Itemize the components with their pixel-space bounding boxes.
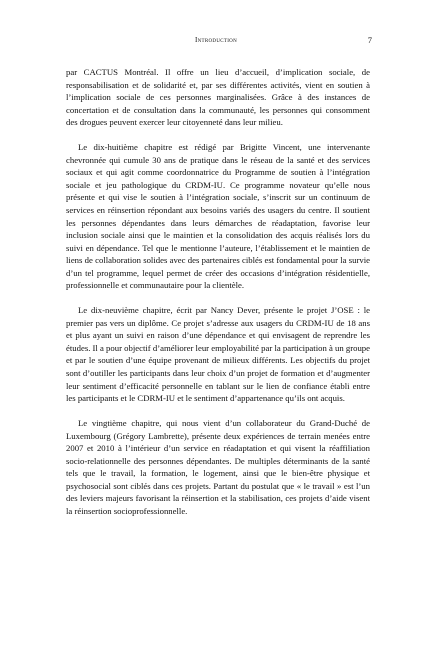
- paragraph-chapter-18: Le dix-huitième chapitre est rédigé par Brigitte Vincent, une intervenante chevronnée qui cumule 30 ans de pratique dans le réseau de la santé et des services sociaux et qui agit comme coordonnatrice du Programme de soutien à l’intégration sociale et jeu pathologique du CRDM-IU. Ce programme novateur qu’elle nous présente et qui vise le soutien à l’intégration sociale, s’inscrit sur un continuum de services en réinsertion répondant aux besoins variés des usagers du centre. Il soutient les personnes dépendantes dans leurs démarches de réadaptation, favorise leur inclusion sociale ainsi que le maintien et la consolidation des acquis réalisés lors du suivi en dépendance. Tel que le mentionne l’auteure, l’établissement et le maintien de liens de collaboration solides avec des partenaires ciblés est fondamental pour la survie d’un tel programme, lequel permet de créer des occasions d’intégration résidentielle, professionnelle et communautaire pour la clientèle.: [66, 142, 370, 291]
- paragraph-cactus-continuation: par CACTUS Montréal. Il offre un lieu d’accueil, d’implication sociale, de responsabilisation et de solidarité et, par ses différentes activités, vient en soutien à l’implication sociale de ces personnes marginalisées. Grâce à des instances de concertation et de consultation dans la communauté, les personnes qui consomment des drogues peuvent exercer leur citoyenneté dans leur milieu.: [66, 67, 370, 128]
- page-number: 7: [367, 35, 372, 45]
- running-header: [0, 34, 432, 46]
- running-title: Introduction: [194, 36, 238, 44]
- paragraph-chapter-19: Le dix-neuvième chapitre, écrit par Nancy Dever, présente le projet J’OSE : le premier pas vers un diplôme. Ce projet s’adresse aux usagers du CRDM-IU de 18 ans et plus ayant un suivi en raison d’une dépendance et qui envisagent de reprendre les études. Il a pour objectif d’améliorer leur employabilité par la participation à un groupe et par le soutien d’une équipe provenant de milieux différents. Les objectifs du projet sont d’outiller les participants dans leur choix d’un projet de formation et d’augmenter leur sentiment d’efficacité personnelle en tablant sur le lien de confiance établi entre les participants et le CDRM-IU et le sentiment d’appartenance qu’ils ont acquis.: [66, 305, 370, 404]
- paragraph-chapter-20: Le vingtième chapitre, qui nous vient d’un collaborateur du Grand-Duché de Luxembourg (Grégory Lambrette), présente deux expériences de terrain menées entre 2007 et 2010 à l’intérieur d’un service en réadaptation et qui visent la réaffiliation socio-relationnelle des personnes dépendantes. De multiples déterminants de la santé tels que le travail, la formation, le logement, ainsi que le bien-être physique et psychosocial sont ciblés dans ces projets. Partant du postulat que « le travail » est l’un des leviers majeurs favorisant la réinsertion et la stabilisation, ces projets d’aide visent la réinsertion socioprofessionnelle.: [66, 418, 370, 516]
- body-text: [66, 66, 370, 518]
